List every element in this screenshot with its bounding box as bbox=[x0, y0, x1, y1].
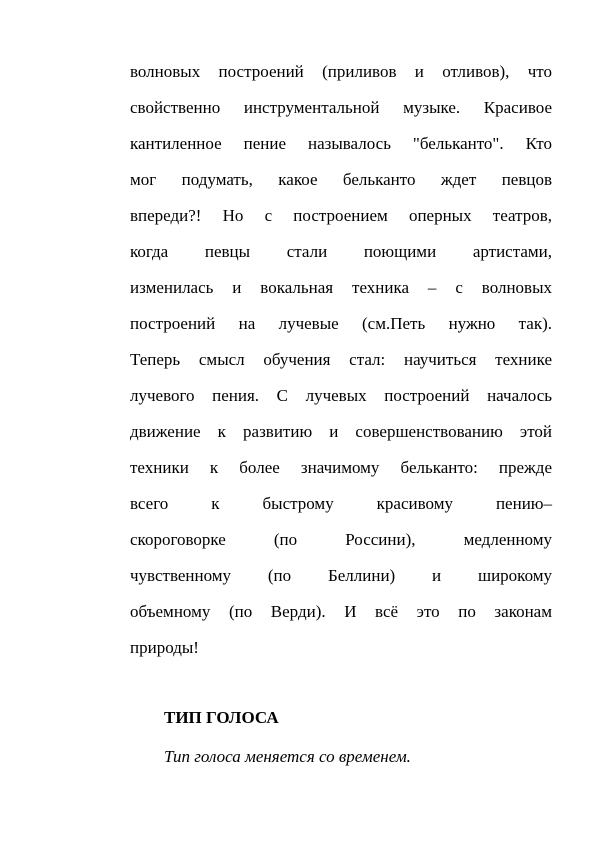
paragraph-line: кантиленное пение называлось "бельканто". Кто bbox=[130, 134, 552, 153]
section-heading: ТИП ГОЛОСА bbox=[164, 708, 279, 727]
paragraph-line: лучевого пения. С лучевых построений началось bbox=[130, 386, 552, 405]
paragraph-line: всего к быстрому красивому пению– bbox=[130, 494, 552, 513]
paragraph-line: Теперь смысл обучения стал: научиться технике bbox=[130, 350, 552, 369]
paragraph-line: построений на лучевые (см.Петь нужно так). bbox=[130, 314, 552, 333]
paragraph-line: техники к более значимому бельканто: прежде bbox=[130, 458, 552, 477]
paragraph-line: волновых построений (приливов и отливов), что bbox=[130, 62, 552, 81]
body-paragraph bbox=[130, 59, 552, 671]
paragraph-line: мог подумать, какое бельканто ждет певцов bbox=[130, 170, 552, 189]
paragraph-line: скороговорке (по Россини), медленному bbox=[130, 530, 552, 549]
paragraph-line: изменилась и вокальная техника – с волновых bbox=[130, 278, 552, 297]
section-subheading: Тип голоса меняется со временем. bbox=[164, 747, 411, 766]
paragraph-line: когда певцы стали поющими артистами, bbox=[130, 242, 552, 261]
paragraph-line: чувственному (по Беллини) и широкому bbox=[130, 566, 552, 585]
paragraph-line: движение к развитию и совершенствованию этой bbox=[130, 422, 552, 441]
paragraph-line: природы! bbox=[130, 638, 199, 657]
paragraph-line: объемному (по Верди). И всё это по законам bbox=[130, 602, 552, 621]
paragraph-line: свойственно инструментальной музыке. Красивое bbox=[130, 98, 552, 117]
paragraph-line: впереди?! Но с построением оперных театров, bbox=[130, 206, 552, 225]
